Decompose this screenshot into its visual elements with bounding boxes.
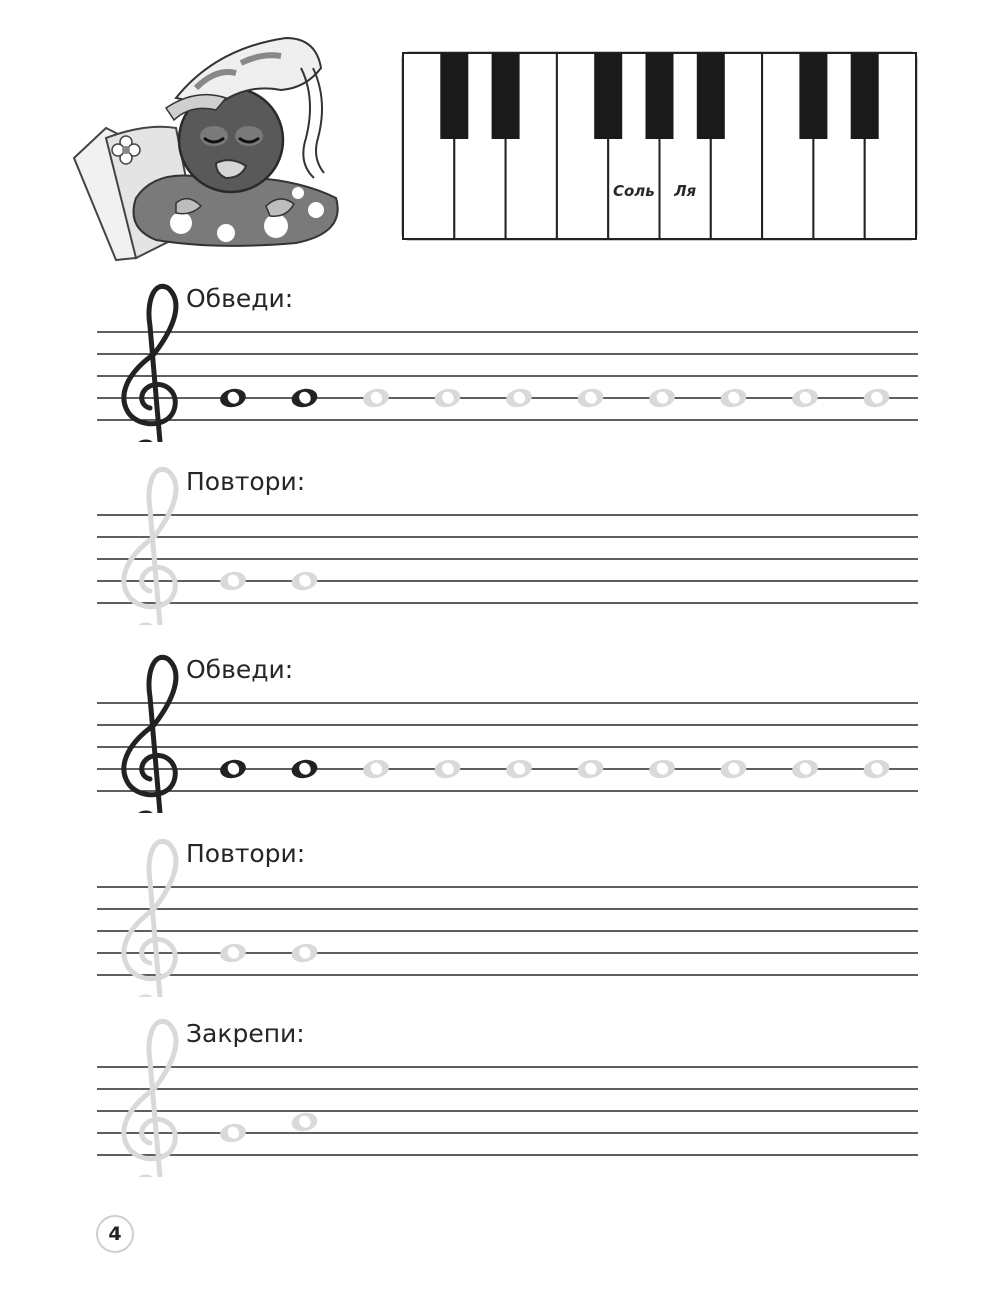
treble-clef-icon <box>124 1021 176 1177</box>
whole-note <box>576 757 605 780</box>
treble-clef-icon <box>124 841 176 997</box>
section-label: Обведи: <box>186 655 294 684</box>
whole-note <box>433 386 462 409</box>
whole-note <box>576 386 605 409</box>
section-label: Повтори: <box>186 839 306 868</box>
whole-note <box>218 386 247 409</box>
music-staff <box>0 643 1000 813</box>
whole-note <box>790 386 819 409</box>
black-key <box>799 53 827 139</box>
treble-clef-icon <box>124 657 176 813</box>
whole-note <box>218 757 247 780</box>
whole-note <box>218 1121 247 1144</box>
music-staff <box>0 1007 1000 1177</box>
cartoon-character-illustration <box>66 28 356 268</box>
whole-note <box>290 941 319 964</box>
whole-note <box>504 757 533 780</box>
whole-note <box>361 757 390 780</box>
black-key <box>440 53 468 139</box>
whole-note <box>647 386 676 409</box>
whole-note <box>719 386 748 409</box>
page-number <box>96 1215 134 1253</box>
treble-clef-icon <box>124 469 176 625</box>
whole-note <box>290 757 319 780</box>
whole-note <box>218 941 247 964</box>
whole-note <box>862 757 891 780</box>
music-staff <box>0 827 1000 997</box>
black-key <box>492 53 520 139</box>
whole-note <box>218 569 247 592</box>
piano-keyboard <box>400 50 920 242</box>
whole-note <box>361 386 390 409</box>
whole-note <box>647 757 676 780</box>
piano-key-label: Соль <box>612 182 655 200</box>
whole-note <box>433 757 462 780</box>
whole-note <box>290 569 319 592</box>
page-number-text: 4 <box>108 1223 122 1245</box>
whole-note <box>862 386 891 409</box>
section-label: Обведи: <box>186 284 294 313</box>
black-key <box>594 53 622 139</box>
black-key <box>851 53 879 139</box>
section-label: Повтори: <box>186 467 306 496</box>
music-staff <box>0 272 1000 442</box>
piano-key-label: Ля <box>674 182 697 200</box>
whole-note <box>790 757 819 780</box>
whole-note <box>290 1110 319 1133</box>
section-label: Закрепи: <box>186 1019 305 1048</box>
whole-note <box>719 757 748 780</box>
music-staff <box>0 455 1000 625</box>
whole-note <box>504 386 533 409</box>
black-key <box>697 53 725 139</box>
black-key <box>646 53 674 139</box>
treble-clef-icon <box>124 286 176 442</box>
whole-note <box>290 386 319 409</box>
